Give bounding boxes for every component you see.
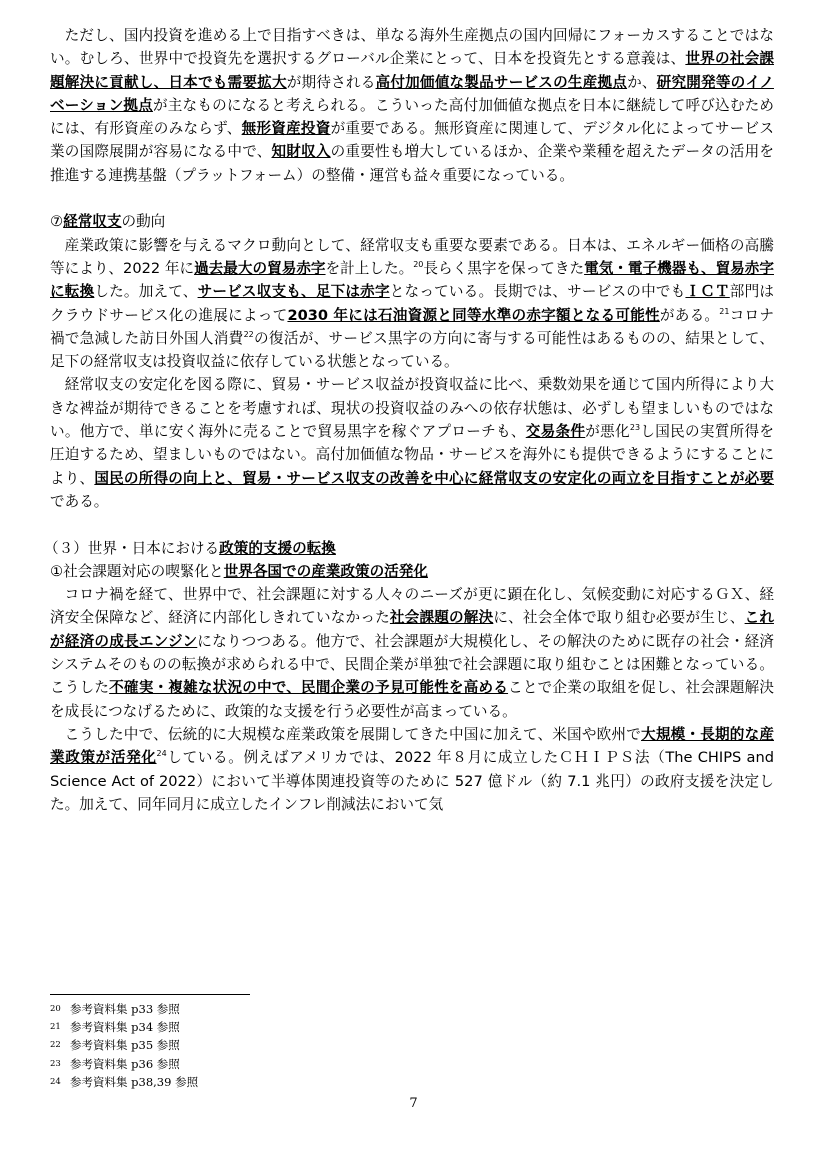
text-run: ただし、国内投資を進める上で目指すべきは、単なる海外生産拠点の国内回帰にフォーカスすることではない。むしろ、世界中で投資先を選択するグローバル企業にとって、日本を投資先とする意義は、 — [50, 27, 774, 68]
footnote — [50, 1036, 450, 1054]
text-run: の復活が、サービス黒字の方向に寄与する可能性はあるものの、結果として、足下の経常収支は投資収益に依存している状態となっている。 — [50, 329, 774, 371]
text-run: が悪化 — [585, 423, 630, 441]
footnote-text: 参考資料集 p34 参照 — [70, 1020, 180, 1035]
text-run: した。加えて、 — [94, 283, 198, 301]
footnote-number: 20 — [50, 1004, 61, 1014]
footnote-text: 参考資料集 p33 参照 — [70, 1002, 180, 1016]
text-run: 長らく黒字を保ってきた — [423, 259, 585, 277]
paragraph — [50, 24, 774, 187]
text-run: を計上した。 — [325, 259, 414, 277]
text-run: の動向 — [121, 213, 166, 231]
spacer — [50, 187, 774, 210]
text-run: ことで企業の取組を促し、社会課題解決を成長につなげるために、政策的な支援を行う必要性が高まっている。 — [50, 679, 774, 720]
emphasized-text: 社会課題の解決 — [389, 609, 494, 627]
emphasized-text: 不確実・複雑な状況の中で、民間企業の予見可能性を高める — [109, 679, 509, 697]
text-run: が主なものになると考えられる。こういった高付加価値な拠点を日本に継続して呼び込むためには、有形資産のみならず、 — [50, 96, 774, 138]
footnote-number: 23 — [50, 1058, 61, 1069]
footnote-text: 参考資料集 p38,39 参照 — [70, 1074, 199, 1089]
subsection-heading — [50, 560, 774, 583]
emphasized-text: 研究開発等のイノベーション拠点 — [50, 73, 774, 114]
text-run: ①社会課題対応の喫緊化と — [50, 562, 224, 580]
page-number: 7 — [409, 1096, 418, 1111]
paragraph — [50, 723, 774, 816]
footnote — [50, 1055, 450, 1073]
text-run: に、社会全体で取り組む必要が生じ、 — [493, 609, 745, 627]
text-run: になりつつある。他方で、社会課題が大規模化し、その解決のために既存の社会・経済システムそのものの転換が求められる中で、民間企業が単独で社会課題に取り組むことは困難となっている。こうした — [50, 632, 774, 697]
text-run: コロナ禍を経て、世界中で、社会課題に対する人々のニーズが更に顕在化し、気候変動に対応するＧＸ、経済安全保障など、経済に内部化しきれていなかった — [50, 586, 774, 627]
text-run: ⑦ — [50, 213, 64, 231]
emphasized-text: 過去最大の貿易赤字 — [194, 259, 326, 277]
text-run: か、 — [627, 73, 657, 91]
footnotes — [50, 1000, 450, 1091]
section-heading — [50, 210, 774, 233]
section-heading — [44, 537, 774, 560]
paragraph — [50, 583, 774, 723]
emphasized-text: 経常収支 — [63, 213, 122, 231]
emphasized-text: 世界各国での産業政策の活発化 — [223, 562, 428, 580]
emphasized-text: サービス収支も、足下は赤字 — [197, 283, 390, 301]
footnote-ref: 23 — [629, 423, 641, 433]
footnote-number: 24 — [50, 1076, 61, 1087]
emphasized-text: 世界の社会課題解決に貢献し、日本でも需要拡大 — [50, 50, 774, 91]
footnote — [50, 1000, 450, 1018]
text-run: コロナ禍で急減した訪日外国人消費 — [50, 306, 774, 347]
text-run: している。例えばアメリカでは、2022 年８月に成立したＣＨＩＰＳ法（The CHIPS and Science Act of 2022）において半導体関連投資等のために 527 億ドル（約 7.1 兆円）の政府支援を決定した。加えて、同年同月に成立したインフレ削減法において気 — [50, 749, 774, 813]
footnote-ref: 24 — [156, 749, 167, 759]
paragraph — [50, 373, 774, 513]
footnote-ref: 20 — [413, 260, 424, 270]
text-run: がある。 — [659, 306, 720, 324]
text-run: の重要性も増大しているほか、企業や業種を超えたデータの活用を推進する連携基盤（プラットフォーム）の整備・運営も益々重要になっている。 — [50, 143, 774, 184]
emphasized-text: 知財収入 — [271, 143, 331, 161]
text-run: が期待される — [286, 73, 376, 91]
footnote-ref: 21 — [719, 306, 730, 316]
text-run: となっている。長期では、サービスの中でも — [389, 283, 686, 301]
footnote-divider — [50, 994, 250, 995]
text-run: こうした中で、伝統的に大規模な産業政策を展開してきた中国に加えて、米国や欧州で — [64, 725, 642, 743]
text-run: である。 — [50, 492, 109, 510]
emphasized-text: 無形資産投資 — [241, 120, 331, 138]
text-run: （３）世界・日本における — [44, 539, 220, 557]
footnote-text: 参考資料集 p36 参照 — [70, 1056, 180, 1071]
footnote-ref: 22 — [243, 330, 254, 339]
emphasized-text: 大規模・長期的な産業政策が活発化 — [50, 725, 774, 767]
text-run: 部門はクラウドサービス化の進展によって — [50, 283, 774, 324]
text-run: 経常収支の安定化を図る際に、貿易・サービス収益が投資収益に比べ、乗数効果を通じて国内所得により大きな裨益が期待できることを考慮すれば、現状の投資収益のみへの依存状態は、必ずしも望ましいものではない。他方で、単に安く海外に売ることで貿易黒字を稼ぐアプローチも、 — [50, 376, 774, 441]
emphasized-text: 電気・電子機器も、貿易赤字に転換 — [50, 259, 774, 301]
paragraph — [50, 234, 774, 374]
footnote — [50, 1018, 450, 1036]
footnote-number: 22 — [50, 1040, 61, 1051]
footnote-text: 参考資料集 p35 参照 — [70, 1038, 180, 1053]
text-run: し国民の実質所得を圧迫するため、望ましいものではない。高付加価値な物品・サービスを海外にも提供できるようにすることにより、 — [50, 423, 774, 487]
emphasized-text: これが経済の成長エンジン — [50, 609, 774, 650]
body-text — [44, 24, 774, 816]
footnote — [50, 1073, 450, 1091]
spacer — [50, 513, 774, 536]
emphasized-text: 2030 年には石油資源と同等水準の赤字額となる可能性 — [287, 306, 660, 324]
emphasized-text: 政策的支援の転換 — [219, 539, 336, 557]
emphasized-text: 高付加価値な製品サービスの生産拠点 — [375, 73, 628, 91]
emphasized-text: 交易条件 — [525, 423, 586, 441]
emphasized-text: 国民の所得の向上と、貿易・サービス収支の改善を中心に経常収支の安定化の両立を目指すことが必要 — [94, 469, 774, 487]
footnote-number: 21 — [50, 1022, 61, 1033]
text-run: 産業政策に影響を与えるマクロ動向として、経常収支も重要な要素である。日本は、エネルギー価格の高騰等により、2022 年に — [50, 236, 774, 277]
text-run: が重要である。無形資産に関連して、デジタル化によってサービス業の国際展開が容易になる中で、 — [50, 120, 774, 161]
emphasized-text: ＩＣＴ — [685, 283, 730, 301]
